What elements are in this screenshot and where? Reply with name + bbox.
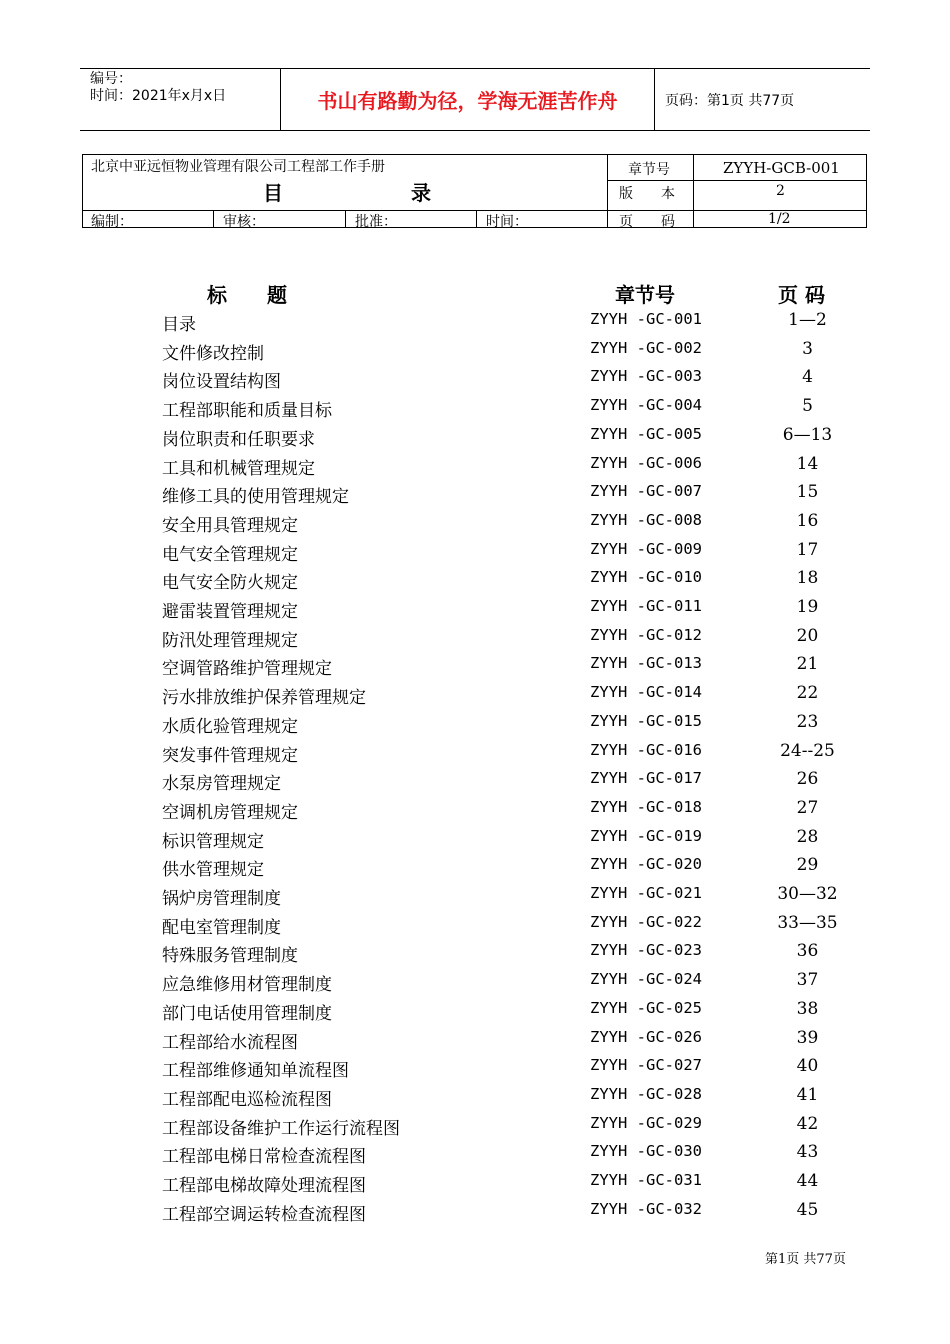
toc-page: 3 bbox=[802, 338, 813, 359]
toc-code: ZYYH -GC-013 bbox=[590, 654, 702, 673]
toc-title: 工程部给水流程图 bbox=[162, 1032, 298, 1053]
toc-title: 水泵房管理规定 bbox=[162, 774, 281, 795]
version-label: 版 本 bbox=[619, 186, 675, 202]
toc-row bbox=[0, 855, 950, 884]
divider bbox=[345, 210, 346, 228]
toc-title: 特殊服务管理制度 bbox=[162, 946, 298, 967]
toc-code: ZYYH -GC-032 bbox=[590, 1199, 702, 1218]
toc-page: 45 bbox=[796, 1199, 819, 1220]
toc-code: ZYYH -GC-008 bbox=[590, 510, 702, 529]
divider bbox=[607, 180, 867, 181]
toc-page: 17 bbox=[796, 539, 819, 560]
toc-page: 21 bbox=[796, 654, 819, 675]
toc-page: 27 bbox=[796, 797, 819, 818]
toc-code: ZYYH -GC-028 bbox=[590, 1084, 702, 1103]
toc-page: 42 bbox=[796, 1113, 819, 1134]
toc-title: 目录 bbox=[162, 315, 196, 335]
toc-code: ZYYH -GC-004 bbox=[590, 396, 702, 415]
toc-code: ZYYH -GC-005 bbox=[590, 424, 702, 443]
toc-page: 22 bbox=[796, 683, 819, 704]
toc-page: 15 bbox=[796, 482, 819, 503]
toc-page: 36 bbox=[796, 941, 819, 962]
divider bbox=[476, 210, 477, 228]
toc-title: 安全用具管理规定 bbox=[162, 515, 298, 536]
document-title bbox=[263, 177, 431, 206]
toc-title: 工程部配电巡检流程图 bbox=[162, 1089, 332, 1110]
toc-page: 5 bbox=[802, 396, 813, 417]
time-field-label: 时间： bbox=[486, 214, 528, 230]
code-label: 编号： bbox=[90, 71, 132, 87]
toc-row bbox=[0, 970, 950, 999]
toc-title: 供水管理规定 bbox=[162, 860, 264, 881]
toc-code: ZYYH -GC-027 bbox=[590, 1056, 702, 1075]
divider bbox=[607, 210, 608, 228]
toc-code: ZYYH -GC-018 bbox=[590, 797, 702, 816]
header-meta bbox=[80, 69, 281, 130]
toc-page: 33—35 bbox=[777, 912, 838, 933]
toc-code: ZYYH -GC-020 bbox=[590, 855, 702, 874]
toc-title: 维修工具的使用管理规定 bbox=[162, 487, 349, 508]
toc-page: 20 bbox=[796, 625, 819, 646]
page-value: 1/2 bbox=[768, 211, 791, 227]
toc-page: 30—32 bbox=[777, 884, 838, 904]
toc-row bbox=[0, 1028, 950, 1057]
toc-row bbox=[0, 568, 950, 597]
toc-code: ZYYH -GC-017 bbox=[590, 769, 702, 788]
toc-row bbox=[0, 367, 950, 396]
toc-code: ZYYH -GC-025 bbox=[590, 998, 702, 1017]
toc-page: 38 bbox=[796, 998, 819, 1019]
toc-title: 防汛处理管理规定 bbox=[162, 630, 298, 651]
toc-title: 水质化验管理规定 bbox=[162, 716, 298, 737]
company-name: 北京中亚远恒物业管理有限公司工程部工作手册 bbox=[91, 159, 385, 175]
toc-code: ZYYH -GC-023 bbox=[590, 941, 702, 960]
toc-row bbox=[0, 511, 950, 540]
toc-code: ZYYH -GC-001 bbox=[590, 310, 702, 328]
toc-heading-page: 页 码 bbox=[778, 283, 825, 307]
toc-title: 电气安全防火规定 bbox=[162, 573, 298, 594]
toc-code: ZYYH -GC-010 bbox=[590, 568, 702, 587]
toc-page: 43 bbox=[796, 1142, 819, 1163]
toc-row bbox=[0, 1200, 950, 1229]
document-info-table bbox=[82, 154, 867, 228]
page-header bbox=[80, 68, 870, 131]
toc-code: ZYYH -GC-009 bbox=[590, 539, 702, 558]
toc-row bbox=[0, 798, 950, 827]
toc-heading-title: 标 题 bbox=[207, 283, 287, 307]
toc-code: ZYYH -GC-022 bbox=[590, 912, 702, 931]
footer-page-number: 第1页 共77页 bbox=[765, 1252, 846, 1267]
toc-title: 突发事件管理规定 bbox=[162, 745, 298, 766]
toc-row bbox=[0, 425, 950, 454]
toc-title: 文件修改控制 bbox=[162, 343, 264, 364]
toc-code: ZYYH -GC-006 bbox=[590, 453, 702, 472]
toc-page: 19 bbox=[796, 597, 819, 617]
toc-title: 工程部维修通知单流程图 bbox=[162, 1061, 349, 1082]
toc-row bbox=[0, 769, 950, 798]
page-label: 页 码 bbox=[619, 214, 675, 230]
toc-page: 41 bbox=[796, 1084, 819, 1105]
toc-row bbox=[0, 339, 950, 368]
toc-title: 空调机房管理规定 bbox=[162, 802, 298, 823]
toc-title: 工程部电梯故障处理流程图 bbox=[162, 1176, 366, 1196]
toc-title: 标识管理规定 bbox=[162, 831, 264, 852]
toc-code: ZYYH -GC-002 bbox=[590, 338, 702, 357]
toc-row bbox=[0, 1142, 950, 1171]
toc-row bbox=[0, 999, 950, 1028]
divider bbox=[607, 155, 608, 211]
toc-code: ZYYH -GC-011 bbox=[590, 597, 702, 615]
toc-title: 污水排放维护保养管理规定 bbox=[162, 688, 366, 709]
toc-title: 工程部职能和质量目标 bbox=[162, 401, 332, 422]
toc-page: 37 bbox=[796, 970, 819, 991]
toc-page: 1—2 bbox=[788, 310, 827, 330]
toc-code: ZYYH -GC-012 bbox=[590, 625, 702, 644]
toc-row bbox=[0, 396, 950, 425]
toc-row bbox=[0, 1056, 950, 1085]
toc-row bbox=[0, 1114, 950, 1143]
toc-title: 配电室管理制度 bbox=[162, 917, 281, 938]
divider bbox=[83, 210, 867, 211]
toc-code: ZYYH -GC-030 bbox=[590, 1142, 702, 1161]
toc-row bbox=[0, 540, 950, 569]
toc-title: 工程部设备维护工作运行流程图 bbox=[162, 1118, 400, 1139]
toc-code: ZYYH -GC-029 bbox=[590, 1113, 702, 1132]
editor-label: 编制： bbox=[91, 214, 133, 230]
approver-label: 批准： bbox=[355, 214, 397, 230]
toc-page: 40 bbox=[796, 1056, 819, 1077]
toc-row bbox=[0, 827, 950, 856]
toc-code: ZYYH -GC-003 bbox=[590, 367, 702, 386]
chapter-label: 章节号 bbox=[628, 162, 670, 178]
toc-page: 29 bbox=[796, 855, 819, 876]
toc-page: 18 bbox=[796, 568, 819, 589]
toc-row bbox=[0, 597, 950, 626]
divider bbox=[213, 210, 214, 228]
reviewer-label: 审核： bbox=[223, 214, 265, 230]
toc-page: 23 bbox=[796, 711, 819, 732]
toc-page: 16 bbox=[796, 510, 819, 531]
toc-row bbox=[0, 310, 950, 339]
toc-row bbox=[0, 626, 950, 655]
toc-page: 14 bbox=[796, 453, 819, 474]
time-label: 时间：2021年x月x日 bbox=[90, 88, 227, 104]
toc-row bbox=[0, 482, 950, 511]
toc-code: ZYYH -GC-007 bbox=[590, 482, 702, 501]
motto: 书山有路勤为径，学海无涯苦作舟 bbox=[281, 69, 655, 130]
divider bbox=[693, 155, 694, 228]
toc-row bbox=[0, 941, 950, 970]
toc-row bbox=[0, 454, 950, 483]
toc-title: 工程部电梯日常检查流程图 bbox=[162, 1147, 366, 1168]
toc-page: 39 bbox=[796, 1027, 819, 1048]
toc-row bbox=[0, 913, 950, 942]
toc-title: 工具和机械管理规定 bbox=[162, 458, 315, 479]
toc-code: ZYYH -GC-021 bbox=[590, 884, 702, 902]
toc-title: 电气安全管理规定 bbox=[162, 544, 298, 565]
toc-title: 岗位职责和任职要求 bbox=[162, 429, 315, 450]
toc-title: 应急维修用材管理制度 bbox=[162, 975, 332, 996]
toc-row bbox=[0, 1085, 950, 1114]
toc-code: ZYYH -GC-026 bbox=[590, 1027, 702, 1046]
toc-code: ZYYH -GC-015 bbox=[590, 711, 702, 730]
toc-title: 锅炉房管理制度 bbox=[162, 889, 281, 909]
toc-page: 24--25 bbox=[780, 740, 835, 761]
toc-row bbox=[0, 712, 950, 741]
toc-heading-code: 章节号 bbox=[615, 283, 675, 307]
toc-page: 26 bbox=[796, 769, 819, 790]
version-value: 2 bbox=[776, 183, 785, 199]
toc-title: 岗位设置结构图 bbox=[162, 372, 281, 393]
toc-page: 28 bbox=[796, 826, 819, 847]
toc-page: 4 bbox=[802, 367, 813, 388]
toc-title: 部门电话使用管理制度 bbox=[162, 1003, 332, 1024]
toc-row bbox=[0, 884, 950, 913]
toc-code: ZYYH -GC-031 bbox=[590, 1171, 702, 1189]
toc-row bbox=[0, 1171, 950, 1200]
chapter-value: ZYYH-GCB-001 bbox=[723, 159, 840, 177]
toc-page: 44 bbox=[796, 1171, 819, 1191]
title-char-a: 目 bbox=[263, 181, 283, 205]
toc-code: ZYYH -GC-024 bbox=[590, 970, 702, 989]
toc-code: ZYYH -GC-014 bbox=[590, 683, 702, 702]
toc-code: ZYYH -GC-019 bbox=[590, 826, 702, 845]
toc-row bbox=[0, 683, 950, 712]
toc-title: 避雷装置管理规定 bbox=[162, 602, 298, 622]
toc-page: 6—13 bbox=[782, 424, 833, 445]
header-page-info: 页码：第1页 共77页 bbox=[665, 92, 795, 109]
toc-row bbox=[0, 654, 950, 683]
toc-code: ZYYH -GC-016 bbox=[590, 740, 702, 759]
title-char-b: 录 bbox=[411, 181, 431, 205]
toc-row bbox=[0, 741, 950, 770]
toc-title: 空调管路维护管理规定 bbox=[162, 659, 332, 680]
toc-title: 工程部空调运转检查流程图 bbox=[162, 1204, 366, 1225]
